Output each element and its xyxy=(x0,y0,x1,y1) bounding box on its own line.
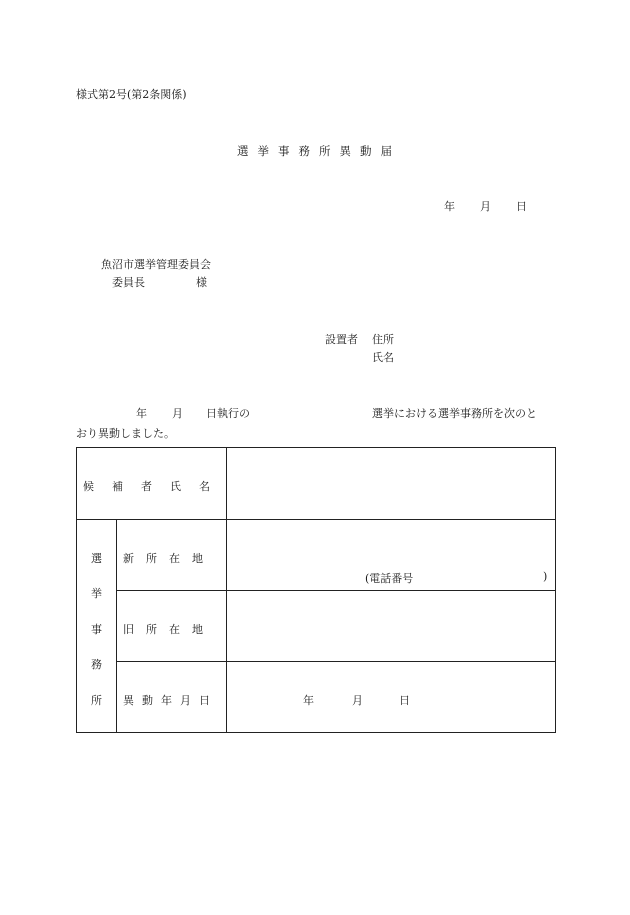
new-location-label: 新所在地 xyxy=(123,552,215,565)
body-election-text: 選挙における選挙事務所を次のと xyxy=(372,407,537,420)
body-year-label: 年 xyxy=(136,407,147,420)
phone-number-close-paren: ) xyxy=(543,570,548,583)
row-divider xyxy=(116,590,555,591)
date-day-label: 日 xyxy=(516,200,527,213)
body-month-label: 月 xyxy=(172,407,183,420)
body-execution-label: 日執行の xyxy=(206,407,250,420)
column-divider xyxy=(116,519,117,732)
vertical-char: 所 xyxy=(91,694,102,707)
phone-number-label: (電話番号 xyxy=(365,572,414,585)
change-date-label: 異動年月日 xyxy=(123,694,218,707)
addressee-honorific: 様 xyxy=(196,276,207,289)
form-number-label: 様式第2号(第2条関係) xyxy=(76,88,187,101)
row-divider xyxy=(116,661,555,662)
founder-address-label: 住所 xyxy=(372,333,394,346)
candidate-name-label: 候補者氏名 xyxy=(83,480,228,493)
date-month-label: 月 xyxy=(480,200,491,213)
row-divider xyxy=(77,519,555,520)
election-office-vertical-label xyxy=(77,520,116,734)
change-date-day: 日 xyxy=(399,694,410,707)
vertical-char: 選 xyxy=(91,552,102,565)
addressee-title: 委員長 xyxy=(112,276,145,289)
change-date-year: 年 xyxy=(303,694,314,707)
vertical-char: 事 xyxy=(91,623,102,636)
vertical-char: 務 xyxy=(91,658,102,671)
date-year-label: 年 xyxy=(444,200,455,213)
vertical-char: 挙 xyxy=(91,587,102,600)
addressee-organization: 魚沼市選挙管理委員会 xyxy=(101,258,211,271)
document-title: 選挙事務所異動届 xyxy=(237,144,401,158)
body-text-line2: おり異動しました。 xyxy=(76,427,175,440)
change-date-month: 月 xyxy=(352,694,363,707)
founder-name-label: 氏名 xyxy=(372,351,394,364)
office-change-table xyxy=(76,447,556,733)
old-location-label: 旧所在地 xyxy=(123,623,215,636)
founder-label: 設置者 xyxy=(325,333,358,346)
